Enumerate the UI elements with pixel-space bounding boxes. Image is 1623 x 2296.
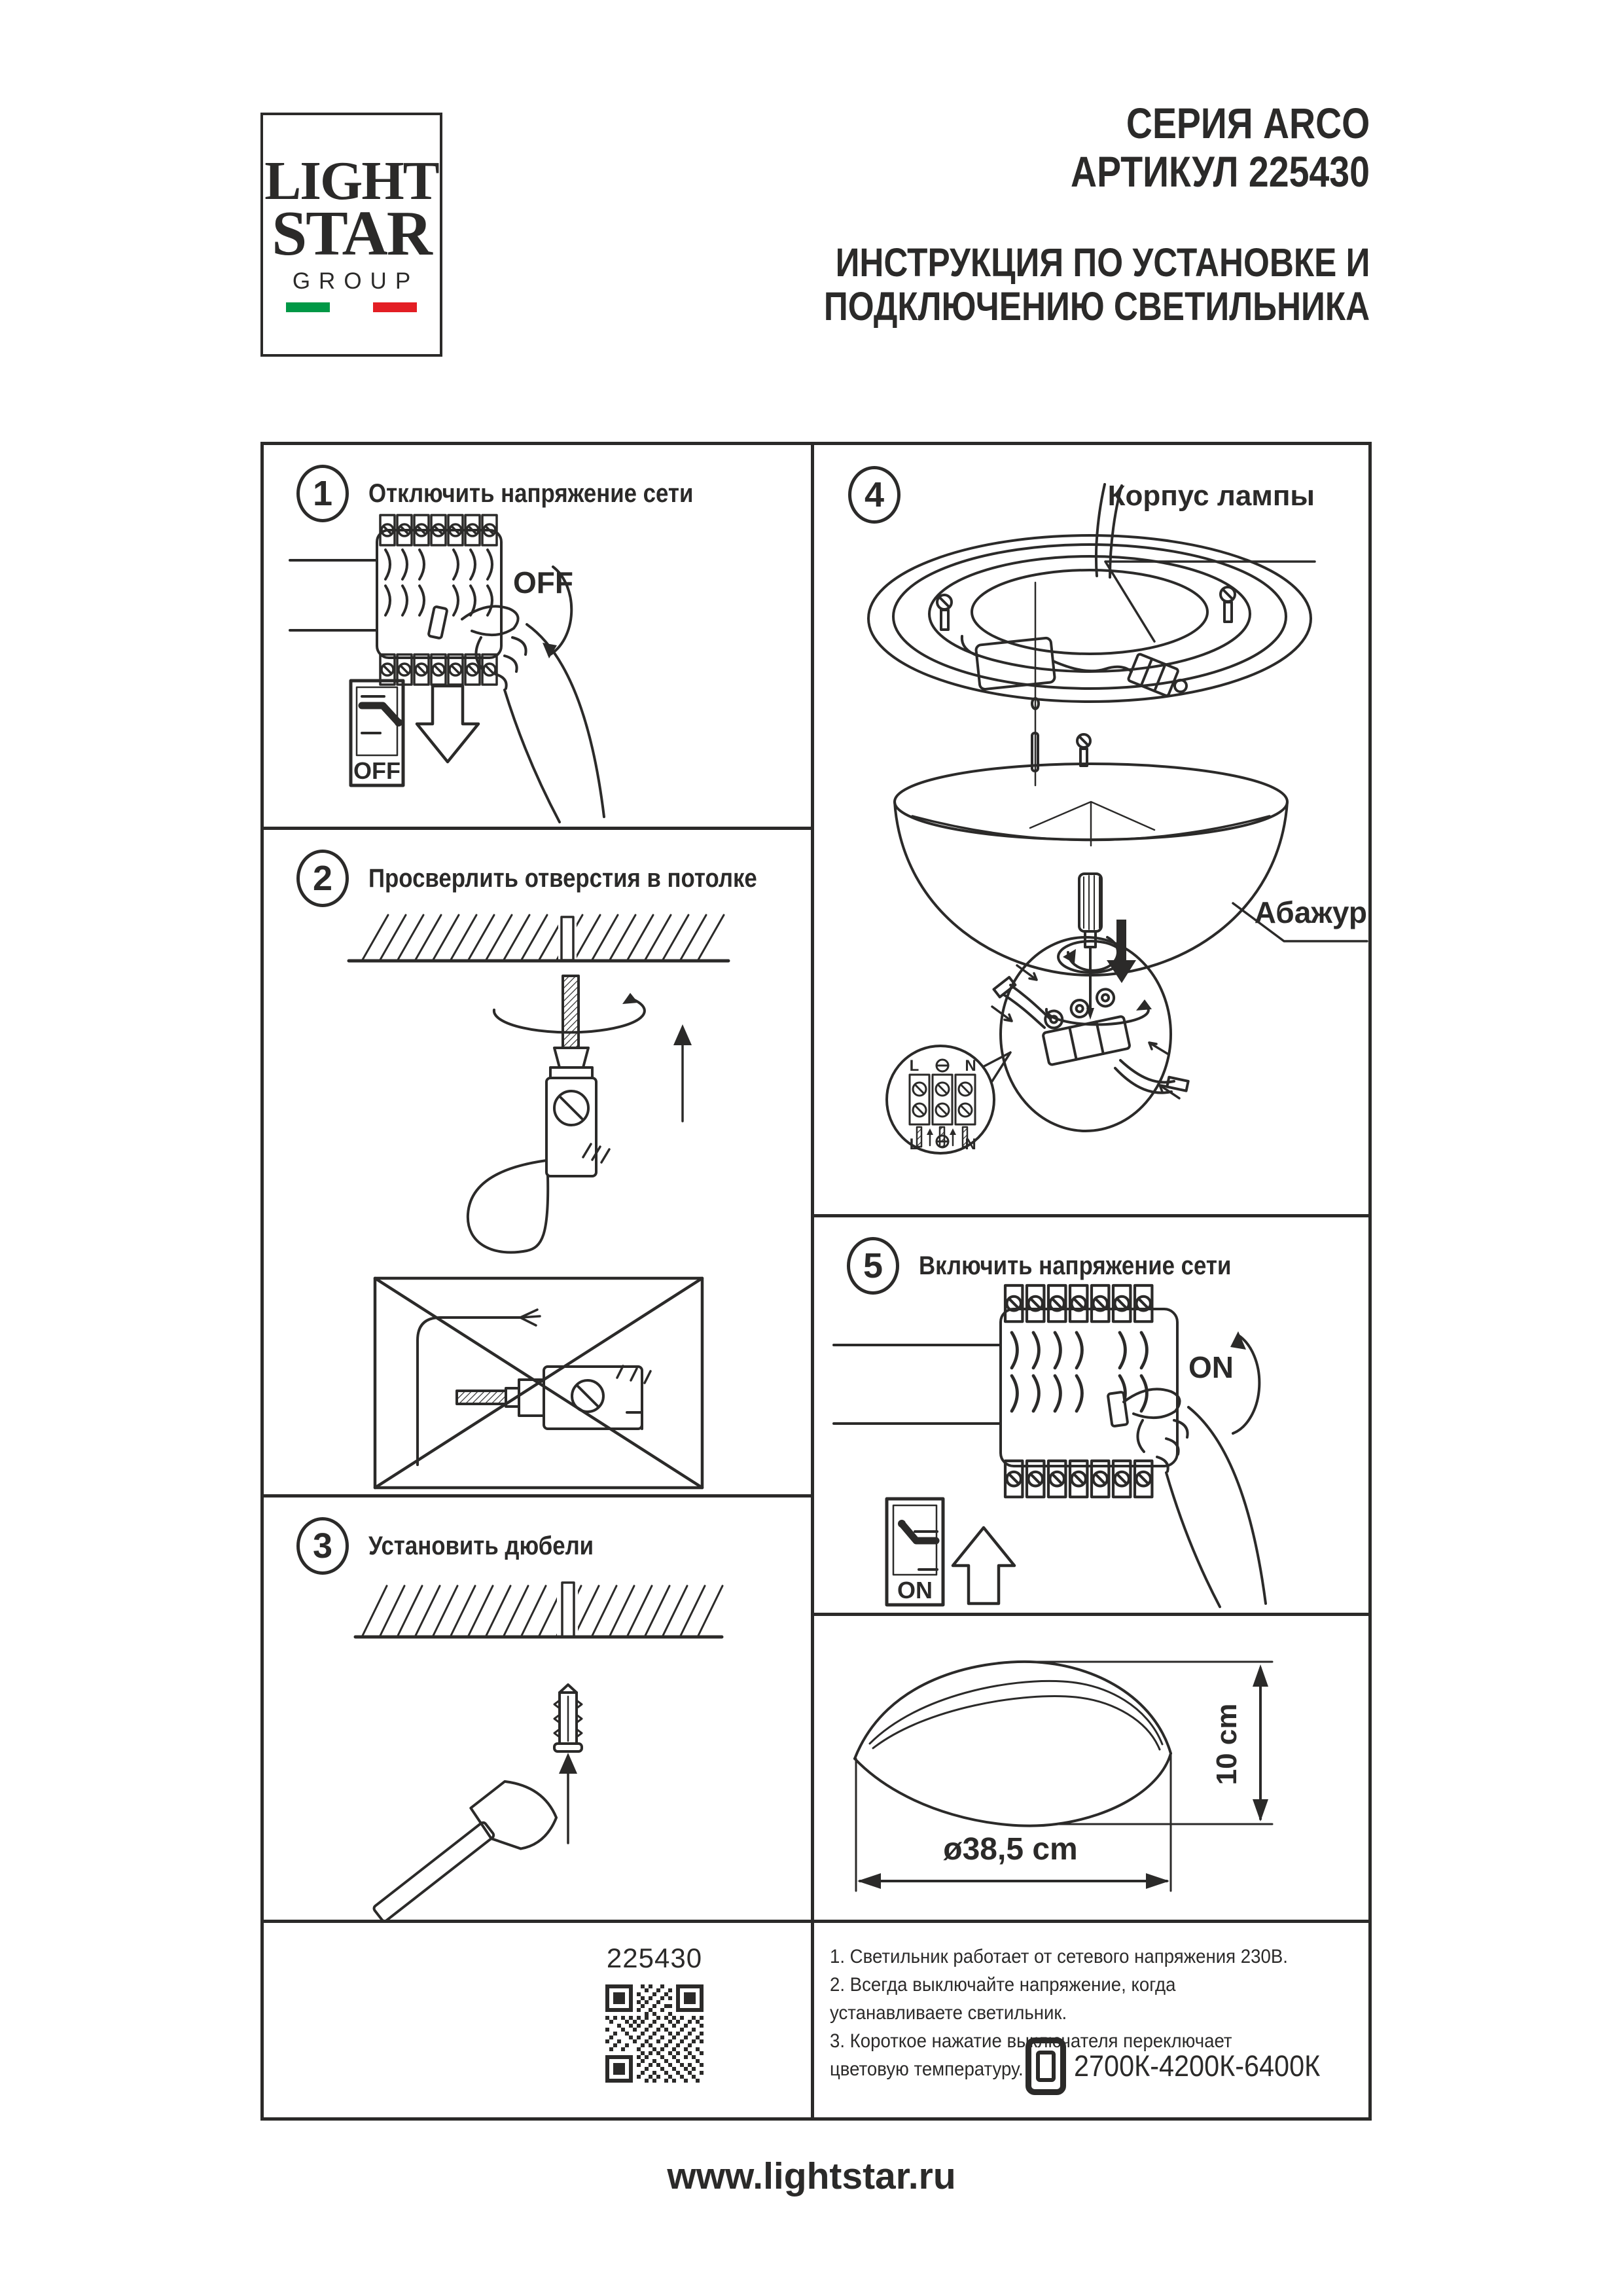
step3-illustration	[264, 1568, 811, 1922]
step1-number: 1	[296, 465, 349, 522]
off-label: OFF	[513, 565, 573, 600]
step3-title: Установить дюбели	[368, 1531, 594, 1560]
terminal-l-top: L	[909, 1057, 919, 1075]
italy-flag-icon	[286, 302, 417, 312]
logo-light: LIGHT	[264, 151, 438, 212]
step1-title: Отключить напряжение сети	[368, 478, 694, 508]
step5-title: Включить напряжение сети	[919, 1251, 1232, 1280]
note-line-5: цветовую температуру.	[830, 2058, 1024, 2080]
step5-illustration	[814, 1283, 1368, 1613]
step4-illustration	[814, 445, 1368, 1217]
step3-header	[296, 1517, 628, 1575]
logo-star: STAR	[272, 198, 431, 269]
logo-group: GROUP	[292, 268, 419, 294]
switch-button-inner	[1036, 2051, 1056, 2082]
step1-panel	[264, 445, 814, 830]
instruction-table	[260, 442, 1372, 2121]
instruction-title-line1: ИНСТРУКЦИЯ ПО УСТАНОВКЕ И	[835, 240, 1370, 285]
flag-white	[330, 302, 374, 312]
step5-number: 5	[847, 1237, 899, 1295]
step2-number: 2	[296, 850, 349, 907]
diameter-dimension: ø38,5 cm	[943, 1832, 1078, 1867]
article-panel	[264, 1923, 814, 2117]
note-line-4: 3. Короткое нажатие выключателя переключает	[830, 2030, 1232, 2052]
dimensions-illustration	[814, 1616, 1368, 1920]
lamp-body-label: Корпус лампы	[1107, 480, 1315, 512]
step2-illustration	[264, 912, 811, 1494]
series-title: СЕРИЯ ARCO	[1126, 99, 1370, 147]
footer-url: www.lightstar.ru	[667, 2155, 956, 2197]
step4-number: 4	[848, 466, 901, 524]
step2-title: Просверлить отверстия в потолке	[368, 863, 757, 893]
qr-code	[605, 1984, 704, 2083]
flag-red	[373, 302, 417, 312]
dimensions-panel	[814, 1616, 1372, 1923]
note-line-1: 1. Светильник работает от сетевого напряжения 230В.	[830, 1946, 1288, 1967]
terminal-n-top: N	[965, 1057, 976, 1075]
step1-illustration	[264, 509, 811, 827]
step5-panel	[814, 1217, 1372, 1616]
shade-label: Абажур	[1254, 895, 1367, 929]
article-number: 225430	[606, 1943, 703, 1973]
instruction-title-line2: ПОДКЛЮЧЕНИЮ СВЕТИЛЬНИКА	[823, 283, 1370, 329]
note-line-3: устанавливаете светильник.	[830, 2002, 1067, 2024]
height-dimension: 10 cm	[1211, 1703, 1243, 1785]
switch-button-icon	[1026, 2037, 1066, 2095]
step3-number: 3	[296, 1517, 349, 1575]
off-switch-label: OFF	[353, 757, 401, 784]
color-temperature-row	[1026, 2037, 1342, 2095]
note-line-2: 2. Всегда выключайте напряжение, когда	[830, 1974, 1176, 1996]
step2-header	[296, 850, 815, 907]
step3-panel	[264, 1498, 814, 1923]
on-label: ON	[1188, 1350, 1234, 1384]
terminal-n-bottom: N	[965, 1136, 976, 1153]
terminal-l-bottom: L	[909, 1136, 919, 1153]
on-switch-label: ON	[897, 1577, 933, 1604]
notes-panel	[814, 1923, 1372, 2117]
step4-panel	[814, 445, 1372, 1217]
header	[720, 99, 1370, 329]
lightstar-logo	[260, 113, 442, 357]
temperature-range: 2700К-4200К-6400К	[1074, 2049, 1321, 2083]
flag-green	[286, 302, 330, 312]
step2-panel	[264, 830, 814, 1498]
article-title: АРТИКУЛ 225430	[1071, 147, 1370, 196]
